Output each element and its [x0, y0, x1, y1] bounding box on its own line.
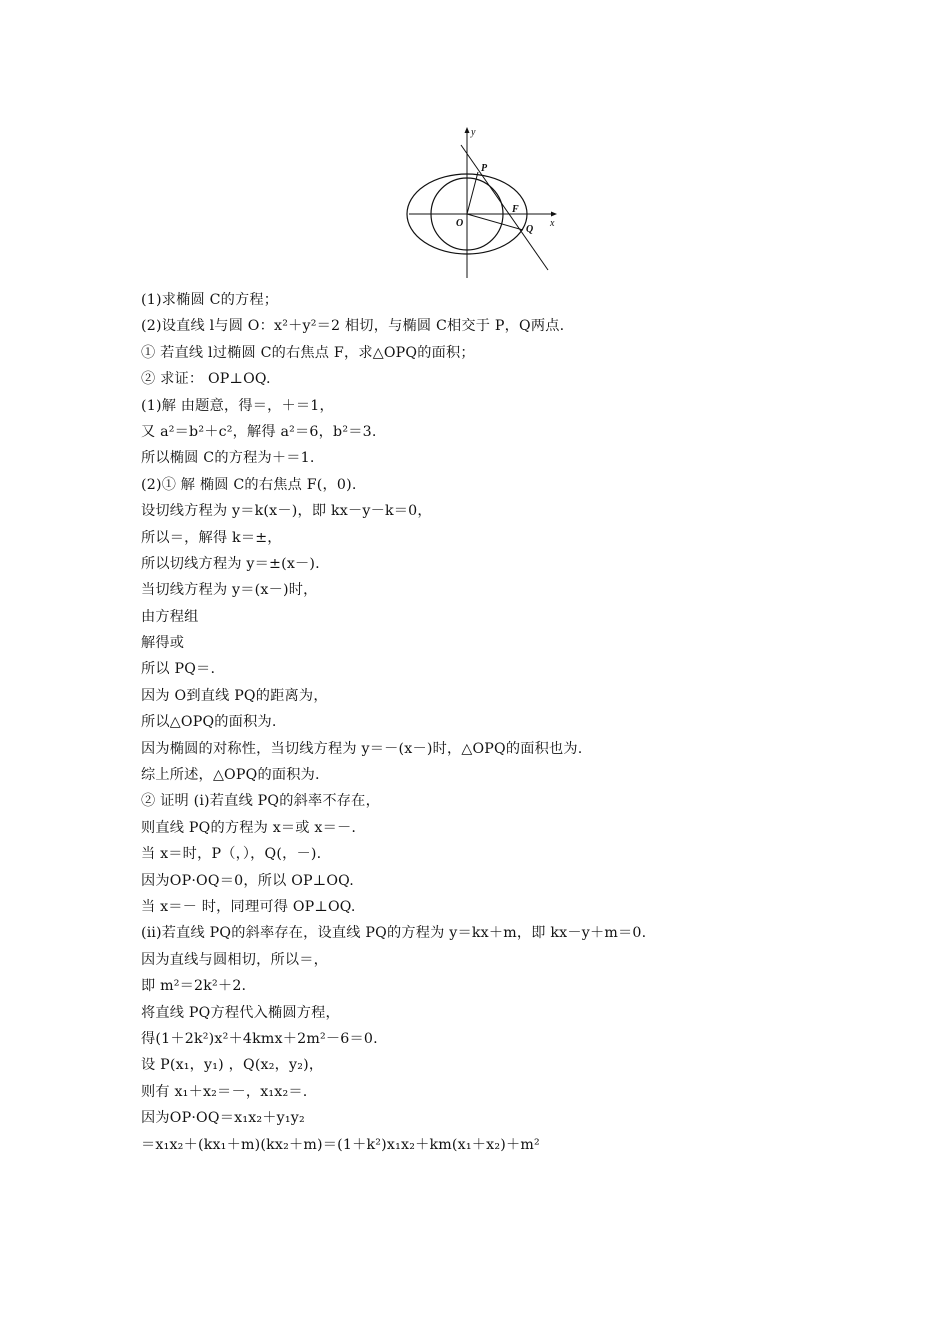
text-line: ② 求证： OP⊥OQ. — [141, 371, 271, 388]
text-line: 因为OP·OQ＝x₁x₂＋y₁y₂ — [141, 1110, 305, 1127]
label-x: x — [550, 218, 555, 229]
solution-text — [141, 287, 821, 1158]
text-line: 因为直线与圆相切，所以＝， — [141, 951, 329, 968]
text-line: ＝x₁x₂＋(kx₁＋m)(kx₂＋m)＝(1＋k²)x₁x₂＋km(x₁＋x₂)＋m² — [141, 1136, 540, 1153]
text-line: 所以△OPQ的面积为. — [141, 714, 277, 731]
text-line: 所以＝，解得 k＝±， — [141, 529, 282, 546]
x-axis-arrow — [551, 212, 557, 217]
text-line: 则有 x₁＋x₂＝－，x₁x₂＝. — [141, 1083, 308, 1100]
label-q: Q — [526, 224, 534, 235]
text-line: (1)求椭圆 C的方程； — [141, 292, 279, 308]
y-axis-arrow — [465, 127, 470, 133]
text-line: (1)解 由题意，得＝，＋＝1， — [141, 397, 334, 414]
tangent-line — [461, 145, 548, 270]
text-line: 即 m²＝2k²＋2. — [141, 978, 247, 995]
text-line: 得(1＋2k²)x²＋4kmx＋2m²－6＝0. — [141, 1030, 378, 1047]
text-line: 当切线方程为 y＝(x－)时， — [141, 582, 318, 599]
text-line: (2)① 解 椭圆 C的右焦点 F(，0). — [141, 476, 357, 493]
text-line: 解得或 — [141, 635, 185, 652]
text-line: 则直线 PQ的方程为 x＝或 x＝－. — [141, 819, 357, 836]
text-line: 所以切线方程为 y＝±(x－). — [141, 555, 320, 572]
text-line: 将直线 PQ方程代入椭圆方程， — [141, 1004, 340, 1021]
text-line: 设切线方程为 y＝k(x－)，即 kx－y－k＝0， — [141, 503, 432, 520]
text-line: 因为OP·OQ＝0，所以 OP⊥OQ. — [141, 872, 354, 889]
text-line: 因为椭圆的对称性，当切线方程为 y＝－(x－)时，△OPQ的面积也为. — [141, 740, 583, 757]
geometry-diagram — [395, 125, 570, 280]
label-p: P — [481, 163, 488, 174]
text-line: (2)设直线 l与圆 O：x²＋y²＝2 相切，与椭圆 C相交于 P，Q两点. — [141, 318, 565, 335]
text-line: 由方程组 — [141, 608, 199, 625]
text-line: ① 若直线 l过椭圆 C的右焦点 F，求△OPQ的面积； — [141, 344, 475, 361]
label-y: y — [471, 127, 476, 138]
text-line: (ⅱ)若直线 PQ的斜率存在，设直线 PQ的方程为 y＝kx＋m，即 kx－y＋m＝0. — [141, 925, 647, 942]
label-o: O — [456, 218, 464, 229]
text-line: 当 x＝时，P（，），Q(，－). — [141, 846, 322, 863]
text-line: 综上所述，△OPQ的面积为. — [141, 767, 320, 784]
text-line: 又 a²＝b²＋c²，解得 a²＝6，b²＝3. — [141, 423, 377, 440]
text-line: ② 证明 (ⅰ)若直线 PQ的斜率不存在， — [141, 793, 380, 810]
label-f: F — [512, 204, 519, 215]
text-line: 因为 O到直线 PQ的距离为， — [141, 687, 328, 704]
ellipse-circle-figure — [395, 125, 570, 280]
text-line: 设 P(x₁，y₁) ，Q(x₂，y₂)， — [141, 1057, 324, 1074]
text-line: 当 x＝－ 时，同理可得 OP⊥OQ. — [141, 898, 356, 915]
text-line: 所以椭圆 C的方程为＋＝1. — [141, 450, 315, 467]
text-line: 所以 PQ＝. — [141, 661, 216, 678]
